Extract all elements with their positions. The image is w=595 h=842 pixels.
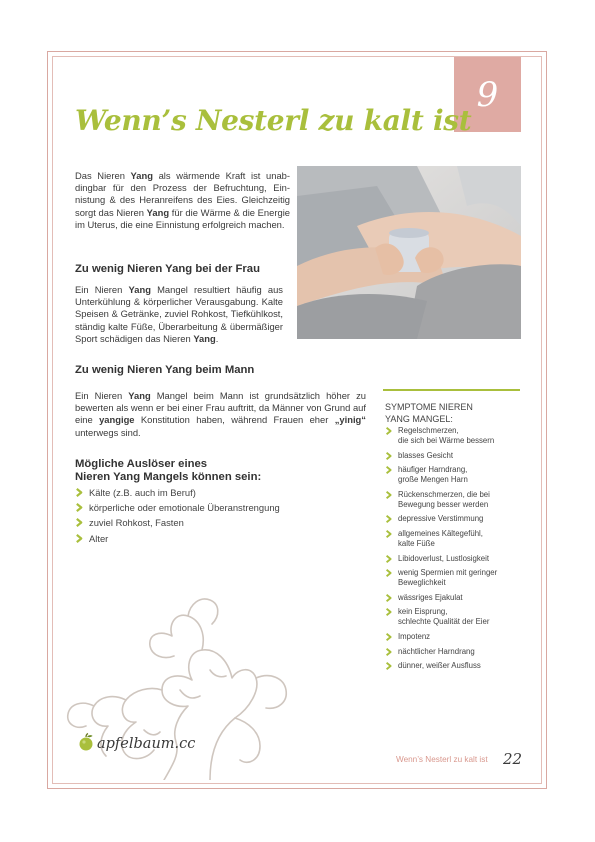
symptom-item [385, 568, 525, 588]
heading-woman: Zu wenig Nieren Yang bei der Frau [75, 263, 260, 275]
symptom-line-1: dünner, weißer Ausfluss [398, 661, 481, 671]
symptom-line-1: häufiger Harndrang, [398, 465, 468, 475]
cause-label: Kälte (z.B. auch im Beruf) [89, 487, 196, 498]
symptom-item [385, 426, 525, 446]
cause-item [75, 485, 280, 500]
chevron-right-icon [385, 648, 393, 656]
chevron-right-icon [385, 530, 393, 538]
symptom-item [385, 607, 525, 627]
paragraph-man: Ein Nieren Yang Mangel beim Mann ist grundsätzlich höher zu bewerten als wenn er bei einer Frau auftritt, da Männer von Grund auf eine yangige Konstitution haben, während Frauen eher „yinig“ unterwegs sind. [75, 390, 366, 438]
symptom-line-2: die sich bei Wärme bessern [398, 436, 495, 445]
symptom-line-1: depressive Verstimmung [398, 514, 484, 524]
symptom-line-1: nächtlicher Harndrang [398, 646, 475, 656]
brand-logo [76, 732, 195, 752]
page-number: 22 [503, 750, 523, 768]
chevron-right-icon [385, 569, 393, 577]
causes-heading: Mögliche Auslöser eines Nieren Yang Mangels können sein: [75, 458, 262, 483]
symptom-item [385, 514, 525, 524]
chevron-right-icon [385, 633, 393, 641]
photo-person-with-mug [297, 166, 521, 339]
symptom-line-1: Libidoverlust, Lustlosigkeit [398, 553, 490, 563]
chevron-right-icon [385, 555, 393, 563]
cause-label: zuviel Rohkost, Fasten [89, 517, 184, 529]
symptom-line-1: blasses Gesicht [398, 450, 454, 460]
symptoms-divider [383, 389, 520, 391]
chevron-right-icon [75, 518, 84, 527]
symptom-item [385, 529, 525, 549]
symptom-line-1: Rückenschmerzen, die bei [398, 489, 490, 499]
symptom-line-1: allgemeines Kältegefühl, [398, 528, 483, 538]
chevron-right-icon [385, 608, 393, 616]
chevron-right-icon [75, 534, 84, 543]
chevron-right-icon [385, 427, 393, 435]
page-title: Wenn’s Nesterl zu kalt ist [75, 104, 472, 137]
symptom-line-2: schlechte Qualität der Eier [398, 617, 490, 627]
heading-man: Zu wenig Nieren Yang beim Mann [75, 364, 255, 376]
footer-chapter-title: Wenn’s Nesterl zu kalt ist [396, 755, 488, 764]
chapter-number-badge: 9 [454, 57, 521, 132]
cause-label: Alter [89, 532, 109, 544]
symptom-line-2: kalte Füße [398, 538, 435, 548]
symptom-item [385, 632, 525, 642]
chevron-right-icon [385, 491, 393, 499]
cause-label: körperliche oder emotionale Überanstrengung [89, 502, 280, 514]
symptom-item [385, 647, 525, 657]
symptom-item [385, 451, 525, 461]
cause-item [75, 500, 280, 515]
chevron-right-icon [385, 466, 393, 474]
symptom-item [385, 661, 525, 671]
symptom-item [385, 554, 525, 564]
chevron-right-icon [385, 594, 393, 602]
symptom-item [385, 593, 525, 603]
paragraph-woman: Ein Nieren Yang Mangel resultiert häufig aus Unterkühlung & körperlicher Verausgabung. Kalte Speisen & Getränke, zuviel Rohkost, Tiefkühlkost, ständig kalte Füße, Überarbeitung & übermäßiger Sport schädigen das Nieren Yang. [75, 284, 283, 344]
symptom-line-2: Beweglichkeit [398, 578, 446, 588]
chevron-right-icon [385, 662, 393, 670]
chevron-right-icon [385, 452, 393, 460]
symptoms-title: SYMPTOME NIEREN YANG MANGEL: [385, 402, 473, 424]
symptom-line-1: wässriges Ejakulat [398, 592, 463, 602]
symptom-line-2: Bewegung besser werden [398, 499, 489, 509]
causes-list [75, 485, 280, 546]
symptom-line-1: Regelschmerzen, [398, 426, 459, 435]
symptom-line-2: große Mengen Harn [398, 475, 468, 485]
symptoms-list [385, 426, 525, 676]
symptom-line-1: Impotenz [398, 631, 431, 641]
chevron-right-icon [75, 488, 84, 497]
symptom-item [385, 490, 525, 510]
symptom-line-1: kein Eisprung, [398, 607, 448, 617]
cause-item [75, 531, 280, 546]
symptom-item [385, 465, 525, 485]
apple-icon [76, 732, 96, 752]
cause-item [75, 515, 280, 530]
logo-text: apfelbaum.cc [97, 736, 196, 752]
chevron-right-icon [75, 503, 84, 512]
intro-paragraph: Das Nieren Yang als wärmende Kraft ist unabdingbar für den Prozess der Befruchtung, Einnistung & des Heranreifens des Eies. Gleichzeitig sorgt das Nieren Yang für die Wärme & die Energie im Uterus, die eine Einnistung erfolgreich machen. [75, 170, 290, 230]
symptom-line-1: wenig Spermien mit geringer [398, 568, 498, 578]
chevron-right-icon [385, 515, 393, 523]
